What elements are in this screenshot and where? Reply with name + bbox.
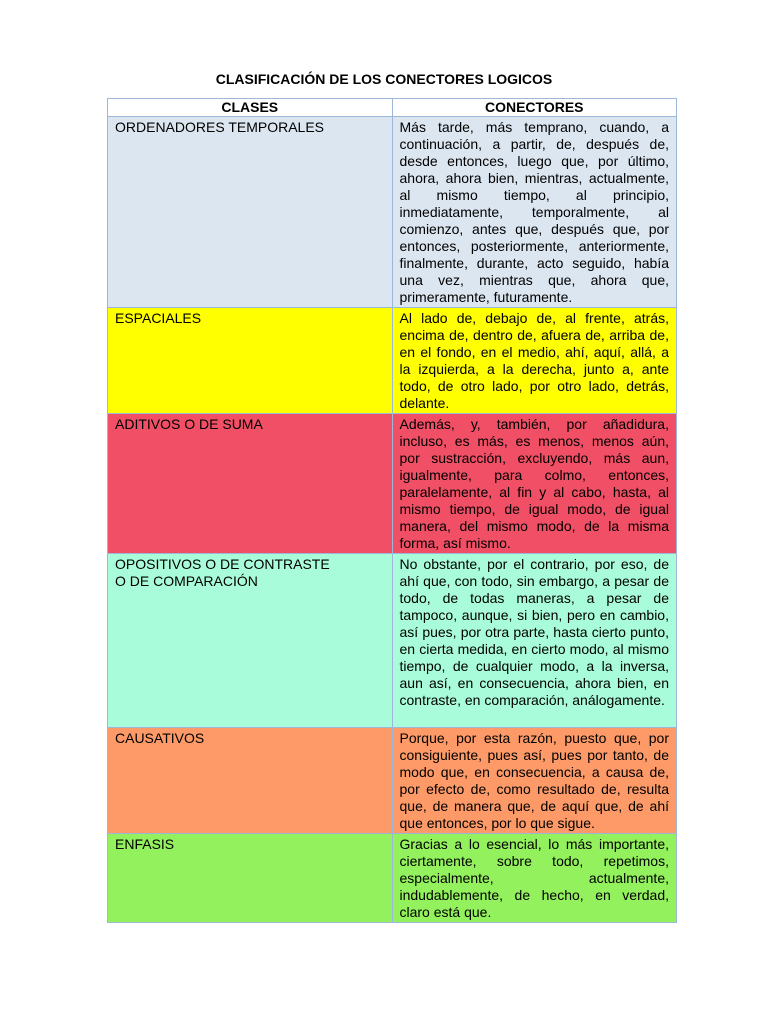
table-row: [108, 834, 677, 923]
connectors-cell: Porque, por esta razón, puesto que, por consiguiente, pues así, pues por tanto, de modo que, en consecuencia, a causa de, por efecto de, como resultado de, resulta que, de manera que, de aquí que, de ahí que entonces, por lo que sigue.: [392, 728, 677, 834]
header-conectores: CONECTORES: [392, 99, 677, 117]
document-title: CLASIFICACIÓN DE LOS CONECTORES LOGICOS: [215, 71, 553, 87]
connectors-cell: No obstante, por el contrario, por eso, de ahí que, con todo, sin embargo, a pesar de todo, de todas maneras, a pesar de tampoco, aunque, si bien, pero en cambio, así pues, por otra parte, hasta cierto punto, en cierta medida, en cierto modo, al mismo tiempo, de cualquier modo, a la inversa, aun así, en consecuencia, ahora bien, en contraste, en comparación, análogamente.: [392, 554, 677, 728]
table-row: [108, 117, 677, 308]
class-name-cell: ADITIVOS O DE SUMA: [108, 414, 393, 554]
connectors-cell: Gracias a lo esencial, lo más importante, ciertamente, sobre todo, repetimos, especialmente, actualmente, indudablemente, de hecho, en verdad, claro está que.: [392, 834, 677, 923]
class-name-cell: ORDENADORES TEMPORALES: [108, 117, 393, 308]
connectors-table: [107, 98, 677, 923]
table-row: [108, 308, 677, 414]
table-row: [108, 728, 677, 834]
connectors-cell: Más tarde, más temprano, cuando, a continuación, a partir, de, después de, desde entonces, luego que, por último, ahora, ahora bien, mientras, actualmente, al mismo tiempo, al principio, inmediatamente, temporalmente, al comienzo, antes que, después que, por entonces, posteriormente, anteriormente, finalmente, durante, acto seguido, había una vez, mientras que, ahora que, primeramente, futuramente.: [392, 117, 677, 308]
class-name-cell: ENFASIS: [108, 834, 393, 923]
class-name-cell: OPOSITIVOS O DE CONTRASTE O DE COMPARACIÓN: [108, 554, 393, 728]
connectors-cell: Al lado de, debajo de, al frente, atrás, encima de, dentro de, afuera de, arriba de, en el fondo, en el medio, ahí, aquí, allá, a la izquierda, a la derecha, junto a, ante todo, de otro lado, por otro lado, detrás, delante.: [392, 308, 677, 414]
header-clases: CLASES: [108, 99, 393, 117]
table-row: [108, 414, 677, 554]
connectors-cell: Además, y, también, por añadidura, incluso, es más, es menos, menos aún, por sustracción, excluyendo, más aun, igualmente, para colmo, entonces, paralelamente, al fin y al cabo, hasta, al mismo tiempo, de igual modo, de igual manera, del mismo modo, de la misma forma, así mismo.: [392, 414, 677, 554]
class-name-cell: CAUSATIVOS: [108, 728, 393, 834]
table-header-row: [108, 99, 677, 117]
table-row: [108, 554, 677, 728]
class-name-cell: ESPACIALES: [108, 308, 393, 414]
